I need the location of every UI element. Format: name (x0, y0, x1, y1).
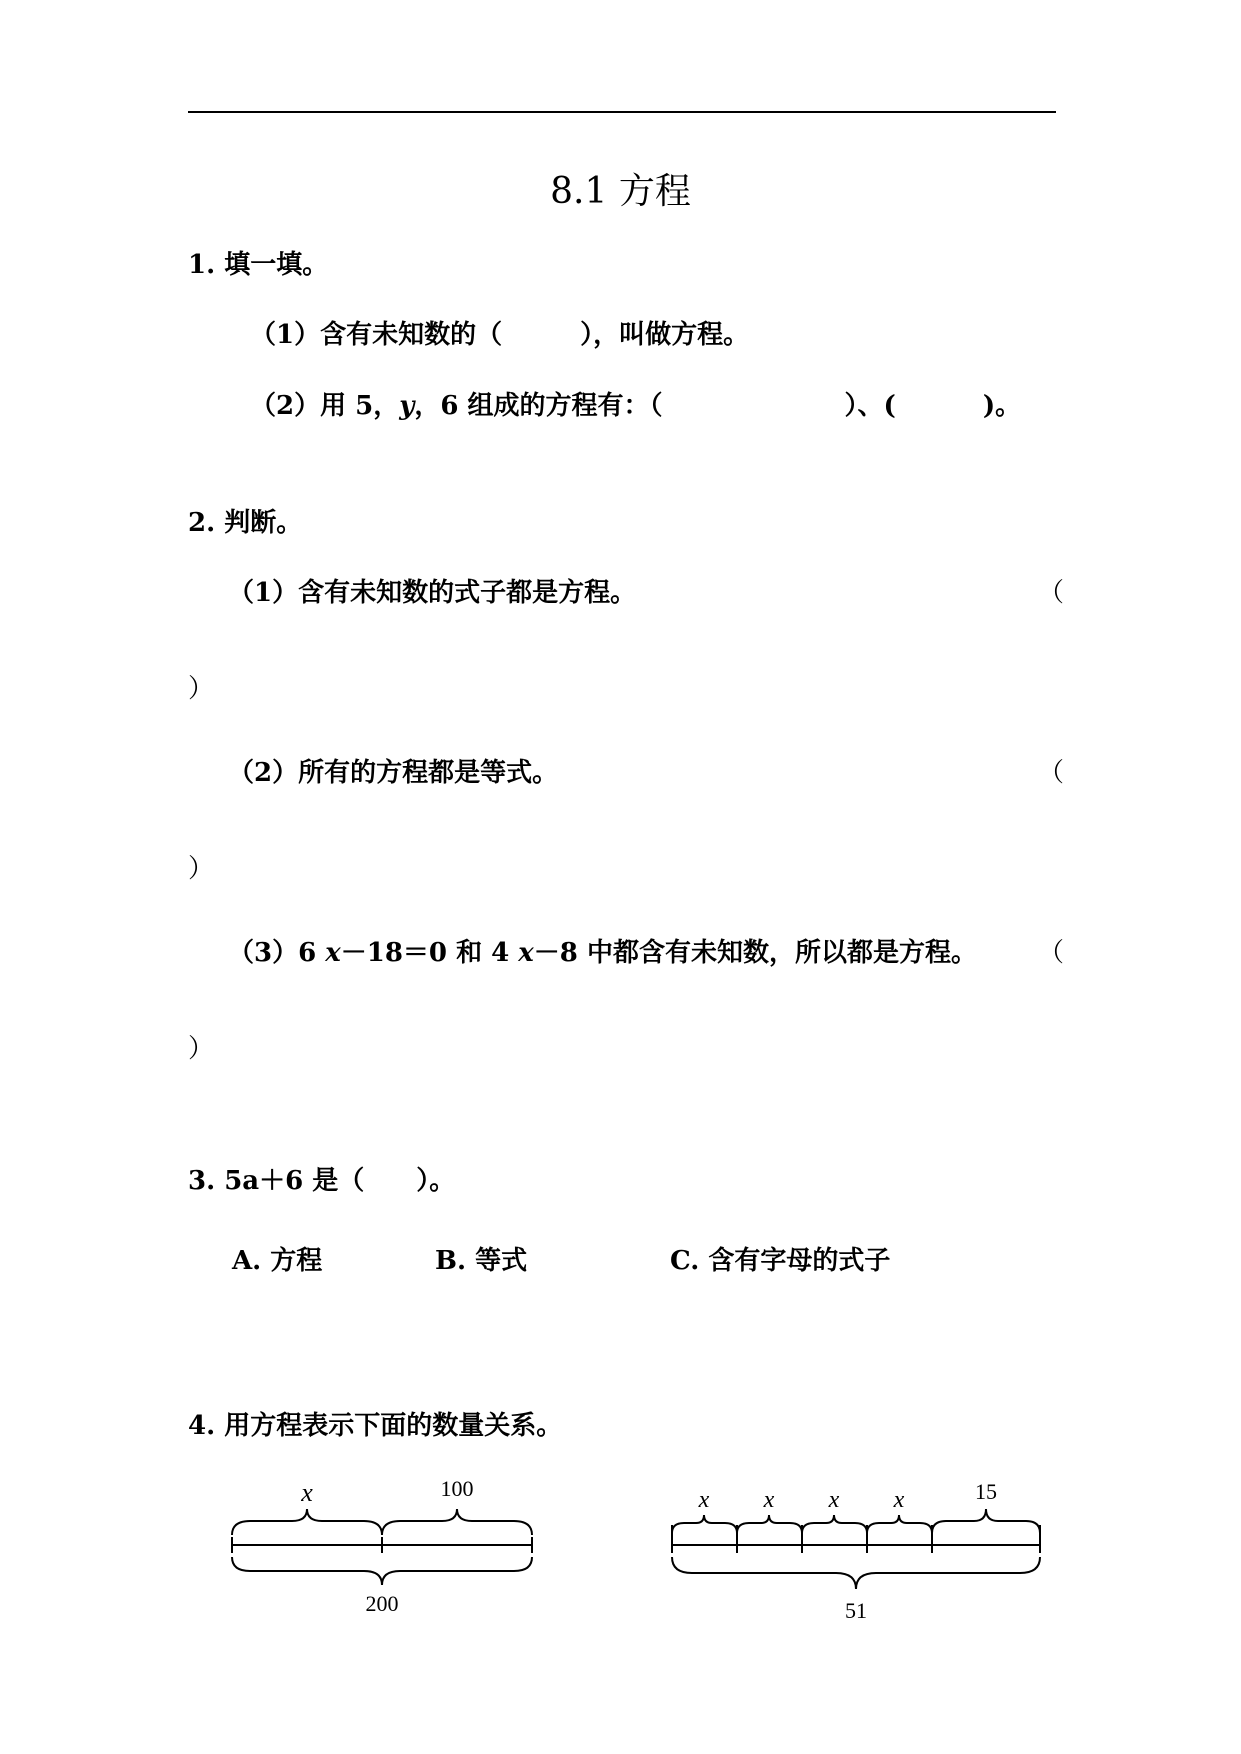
bar-diagram-1 (220, 1465, 540, 1625)
q3-option-a: A. 方程 (232, 1246, 323, 1276)
q2-item-2-open-bracket: （ (1038, 758, 1065, 788)
q3-heading: 3. 5a＋6 是（ ）。 (188, 1166, 456, 1196)
q3-option-b: B. 等式 (435, 1246, 528, 1276)
q1-item-2 (250, 385, 1021, 422)
diagram-1-label-100: 100 (440, 1476, 474, 1501)
q2-item-2: （2）所有的方程都是等式。 (228, 758, 559, 788)
bar-diagram-2 (660, 1465, 1050, 1635)
q2-item-3-pre: （3）6 (228, 938, 326, 968)
q1-item-1: （1）含有未知数的（ ），叫做方程。 (250, 320, 750, 350)
diagram-2-label-x4: x (893, 1487, 905, 1513)
diagram-1-label-x: x (301, 1478, 313, 1507)
q2-item-3-mid-2: －8 中都含有未知数，所以都是方程。 (533, 938, 977, 968)
q2-item-1-close-bracket: ） (188, 674, 215, 704)
q2-item-1-open-bracket: （ (1038, 578, 1065, 608)
q1-item-2-pre: （2）用 5， (250, 391, 400, 421)
q2-item-3-var-1: x (325, 938, 341, 968)
diagram-2-label-x1: x (698, 1487, 710, 1513)
diagram-2-label-x3: x (828, 1487, 840, 1513)
q1-item-2-var: y (399, 391, 415, 421)
diagram-1-label-200: 200 (365, 1591, 399, 1616)
q2-item-1: （1）含有未知数的式子都是方程。 (228, 578, 637, 608)
page-title: 8.1 方程 (550, 171, 691, 212)
header-rule (188, 111, 1056, 113)
q2-item-2-close-bracket: ） (188, 854, 215, 884)
q2-item-3-mid-1: －18＝0 和 4 (340, 938, 519, 968)
diagram-2-label-51: 51 (845, 1598, 867, 1623)
q1-item-2-post: ，6 组成的方程有：（ ）、( )。 (414, 391, 1022, 421)
q2-item-3 (228, 932, 977, 969)
q3-option-c: C. 含有字母的式子 (670, 1246, 891, 1276)
diagram-2-label-15: 15 (975, 1479, 997, 1504)
q4-heading: 4. 用方程表示下面的数量关系。 (188, 1411, 563, 1441)
q2-item-3-close-bracket: ） (188, 1034, 215, 1064)
q2-item-3-open-bracket: （ (1038, 938, 1065, 968)
q1-heading: 1. 填一填。 (188, 250, 329, 280)
q2-item-3-var-2: x (518, 938, 534, 968)
diagram-2-label-x2: x (763, 1487, 775, 1513)
q2-heading: 2. 判断。 (188, 508, 303, 538)
